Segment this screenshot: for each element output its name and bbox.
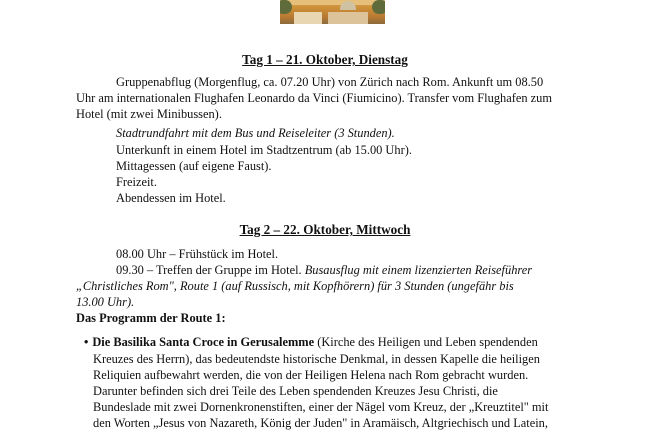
day1-line-2: Uhr am internationalen Flughafen Leonardo da Vinci (Fiumicino). Transfer vom Flughafen zum: [76, 91, 552, 105]
bullet-item: [84, 335, 538, 350]
day2-meeting: [116, 263, 532, 278]
para-line-3: Darunter befinden sich drei Teile des Leben spendenden Kreuzes Jesu Christi, die: [93, 384, 498, 398]
para-line-4: Bundeslade mit zwei Dornenkronenstiften, einer der Nägel vom Kreuz, der „Kreuztitel" mit: [93, 400, 549, 414]
day2-meeting-prefix: 09.30 – Treffen der Gruppe im Hotel.: [116, 263, 302, 277]
day1-line-4: Stadtrundfahrt mit dem Bus und Reiseleiter (3 Stunden).: [116, 126, 395, 140]
day1-line-6: Mittagessen (auf eigene Faust).: [116, 159, 272, 173]
day2-breakfast: 08.00 Uhr – Frühstück im Hotel.: [116, 247, 279, 261]
day2-tour-line-2: „Christliches Rom", Route 1 (auf Russisch, mit Kopfhörern) für 3 Stunden (ungefähr bis: [76, 279, 514, 293]
day1-line-1: Gruppenabflug (Morgenflug, ca. 07.20 Uhr) von Zürich nach Rom. Ankunft um 08.50: [116, 75, 544, 89]
photo-building-2: [328, 12, 368, 24]
para-line-5: den Worten „Jesus von Nazareth, König der Juden" in Aramäisch, Altgriechisch und Latein,: [93, 416, 548, 430]
rome-photo: [280, 0, 385, 24]
day1-line-8: Abendessen im Hotel.: [116, 191, 226, 205]
program-title: Das Programm der Route 1:: [76, 311, 226, 325]
day2-tour-line-3: 13.00 Uhr).: [76, 295, 135, 309]
photo-tree-left: [280, 0, 292, 14]
day1-line-5: Unterkunft in einem Hotel im Stadtzentrum (ab 15.00 Uhr).: [116, 143, 412, 157]
photo-tree-right: [372, 0, 385, 14]
day1-line-3: Hotel (mit zwei Minibussen).: [76, 107, 222, 121]
bullet-icon: •: [84, 335, 89, 349]
day2-meeting-tour: Busausflug mit einem lizenzierten Reiseführer: [304, 263, 533, 277]
photo-building-1: [294, 12, 322, 24]
day2-heading: Tag 2 – 22. Oktober, Mittwoch: [239, 222, 411, 237]
bullet-title: Die Basilika Santa Croce in Gerusalemme: [92, 335, 315, 349]
day1-heading: Tag 1 – 21. Oktober, Dienstag: [242, 52, 408, 67]
para-line-1: Kreuzes des Herrn), das bedeutendste historische Denkmal, in dessen Kapelle die heiligen: [93, 352, 540, 366]
para-line-2: Reliquien aufbewahrt werden, die von der Heiligen Helena nach Rom gebracht wurden.: [93, 368, 529, 382]
day1-line-7: Freizeit.: [116, 175, 157, 189]
bullet-rest: (Kirche des Heiligen und Leben spendenden: [317, 335, 538, 349]
photo-dome: [340, 1, 356, 10]
photo-sky: [280, 0, 385, 5]
